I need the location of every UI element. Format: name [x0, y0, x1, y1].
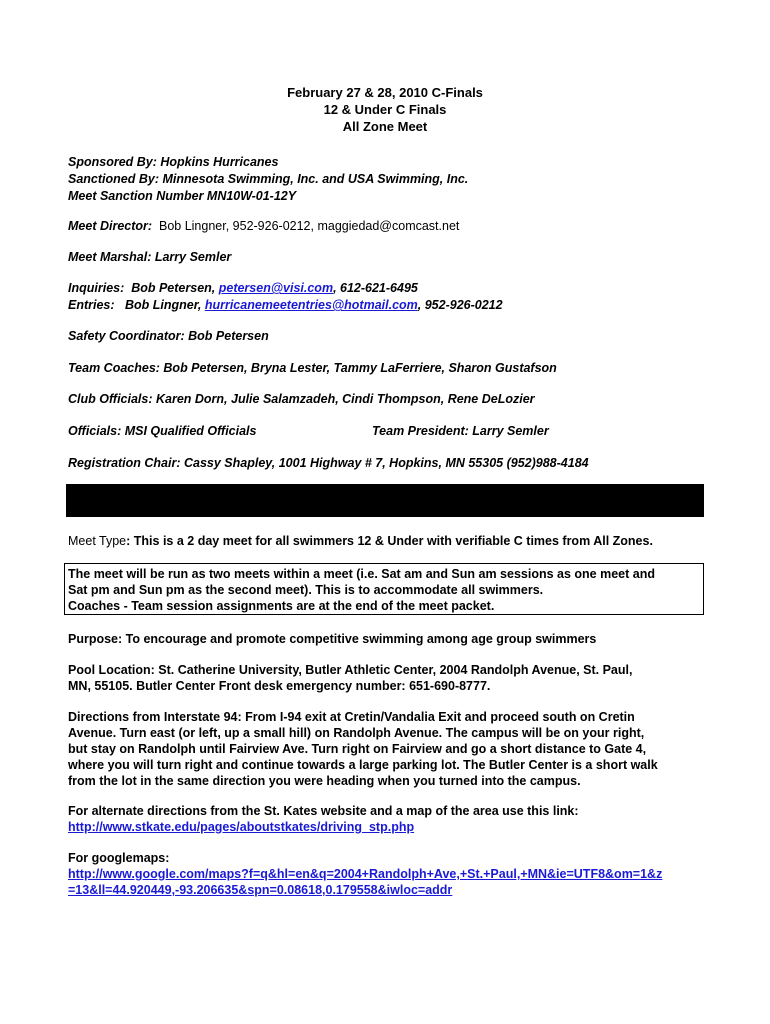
pool-location-line: Pool Location: St. Catherine University, Butler Athletic Center, 2004 Randolph Avenue, St. Paul, — [68, 663, 633, 677]
alternate-directions — [68, 803, 708, 835]
inquiries — [68, 280, 418, 297]
section-divider-bar — [66, 484, 704, 517]
meet-title-block — [0, 84, 770, 135]
entries-prefix: Entries: Bob Lingner, — [68, 298, 205, 312]
directions-line: Directions from Interstate 94: From I-94 exit at Cretin/Vandalia Exit and proceed south on Cretin — [68, 710, 635, 724]
session-note-line: Coaches - Team session assignments are at the end of the meet packet. — [68, 599, 495, 613]
pool-location-line: MN, 55105. Butler Center Front desk emergency number: 651-690-8777. — [68, 679, 491, 693]
purpose: Purpose: To encourage and promote competitive swimming among age group swimmers — [68, 632, 597, 646]
directions-line: but stay on Randolph until Fairview Ave. Turn right on Fairview and go a short distance to Gate 4, — [68, 742, 647, 756]
session-note-line: The meet will be run as two meets within a meet (i.e. Sat am and Sun am sessions as one meet and — [68, 567, 655, 581]
googlemaps-link-continued[interactable]: =13&ll=44.920449,-93.206635&spn=0.08618,0.179558&iwloc=addr — [68, 883, 453, 897]
meet-title-zone: All Zone Meet — [342, 119, 428, 134]
meet-type-text: : This is a 2 day meet for all swimmers 12 & Under with verifiable C times from All Zones. — [126, 534, 653, 548]
entries — [68, 297, 503, 314]
registration-chair: Registration Chair: Cassy Shapley, 1001 Highway # 7, Hopkins, MN 55305 (952)988-4184 — [68, 456, 589, 470]
meet-director-value: Bob Lingner, 952-926-0212, maggiedad@comcast.net — [152, 219, 460, 233]
directions-line: where you will turn right and continue towards a large parking lot. The Butler Center is a short walk — [68, 758, 658, 772]
safety-coordinator: Safety Coordinator: Bob Petersen — [68, 329, 269, 343]
directions — [68, 709, 708, 789]
meet-type — [68, 533, 708, 549]
pool-location — [68, 662, 708, 694]
inquiries-prefix: Inquiries: Bob Petersen, — [68, 281, 219, 295]
stkate-directions-link[interactable]: http://www.stkate.edu/pages/aboutstkates/driving_stp.php — [68, 820, 415, 834]
session-note-line: Sat pm and Sun pm as the second meet). This is to accommodate all swimmers. — [68, 583, 544, 597]
alternate-directions-text: For alternate directions from the St. Kates website and a map of the area use this link: — [68, 804, 579, 818]
session-note-text — [68, 566, 704, 614]
meet-title-category: 12 & Under C Finals — [323, 102, 447, 117]
googlemaps-label: For googlemaps: — [68, 851, 170, 865]
googlemaps-link[interactable]: http://www.google.com/maps?f=q&hl=en&q=2004+Randolph+Ave,+St.+Paul,+MN&ie=UTF8&om=1&z — [68, 867, 663, 881]
inquiries-email-link[interactable]: petersen@visi.com — [218, 281, 334, 295]
officials: Officials: MSI Qualified Officials — [68, 424, 257, 438]
sanctioned-by: Sanctioned By: Minnesota Swimming, Inc. and USA Swimming, Inc. — [68, 172, 469, 186]
entries-suffix: , 952-926-0212 — [417, 298, 503, 312]
entries-email-link[interactable]: hurricanemeetentries@hotmail.com — [204, 298, 418, 312]
team-coaches: Team Coaches: Bob Petersen, Bryna Lester, Tammy LaFerriere, Sharon Gustafson — [68, 361, 557, 375]
googlemaps-section — [68, 850, 708, 898]
meet-director — [68, 218, 459, 235]
sponsored-by: Sponsored By: Hopkins Hurricanes — [68, 155, 279, 169]
directions-line: from the lot in the same direction you were heading when you turned into the campus. — [68, 774, 581, 788]
inquiries-suffix: , 612-621-6495 — [333, 281, 418, 295]
meet-marshal: Meet Marshal: Larry Semler — [68, 250, 232, 264]
meet-director-label: Meet Director: — [68, 219, 153, 233]
meet-title-date: February 27 & 28, 2010 C-Finals — [287, 85, 483, 100]
team-president: Team President: Larry Semler — [372, 424, 549, 438]
meet-type-label: Meet Type — [68, 534, 127, 548]
club-officials: Club Officials: Karen Dorn, Julie Salamzadeh, Cindi Thompson, Rene DeLozier — [68, 392, 535, 406]
directions-line: Avenue. Turn east (or left, up a small hill) on Randolph Avenue. The campus will be on your right, — [68, 726, 645, 740]
sanction-number: Meet Sanction Number MN10W-01-12Y — [68, 189, 297, 203]
